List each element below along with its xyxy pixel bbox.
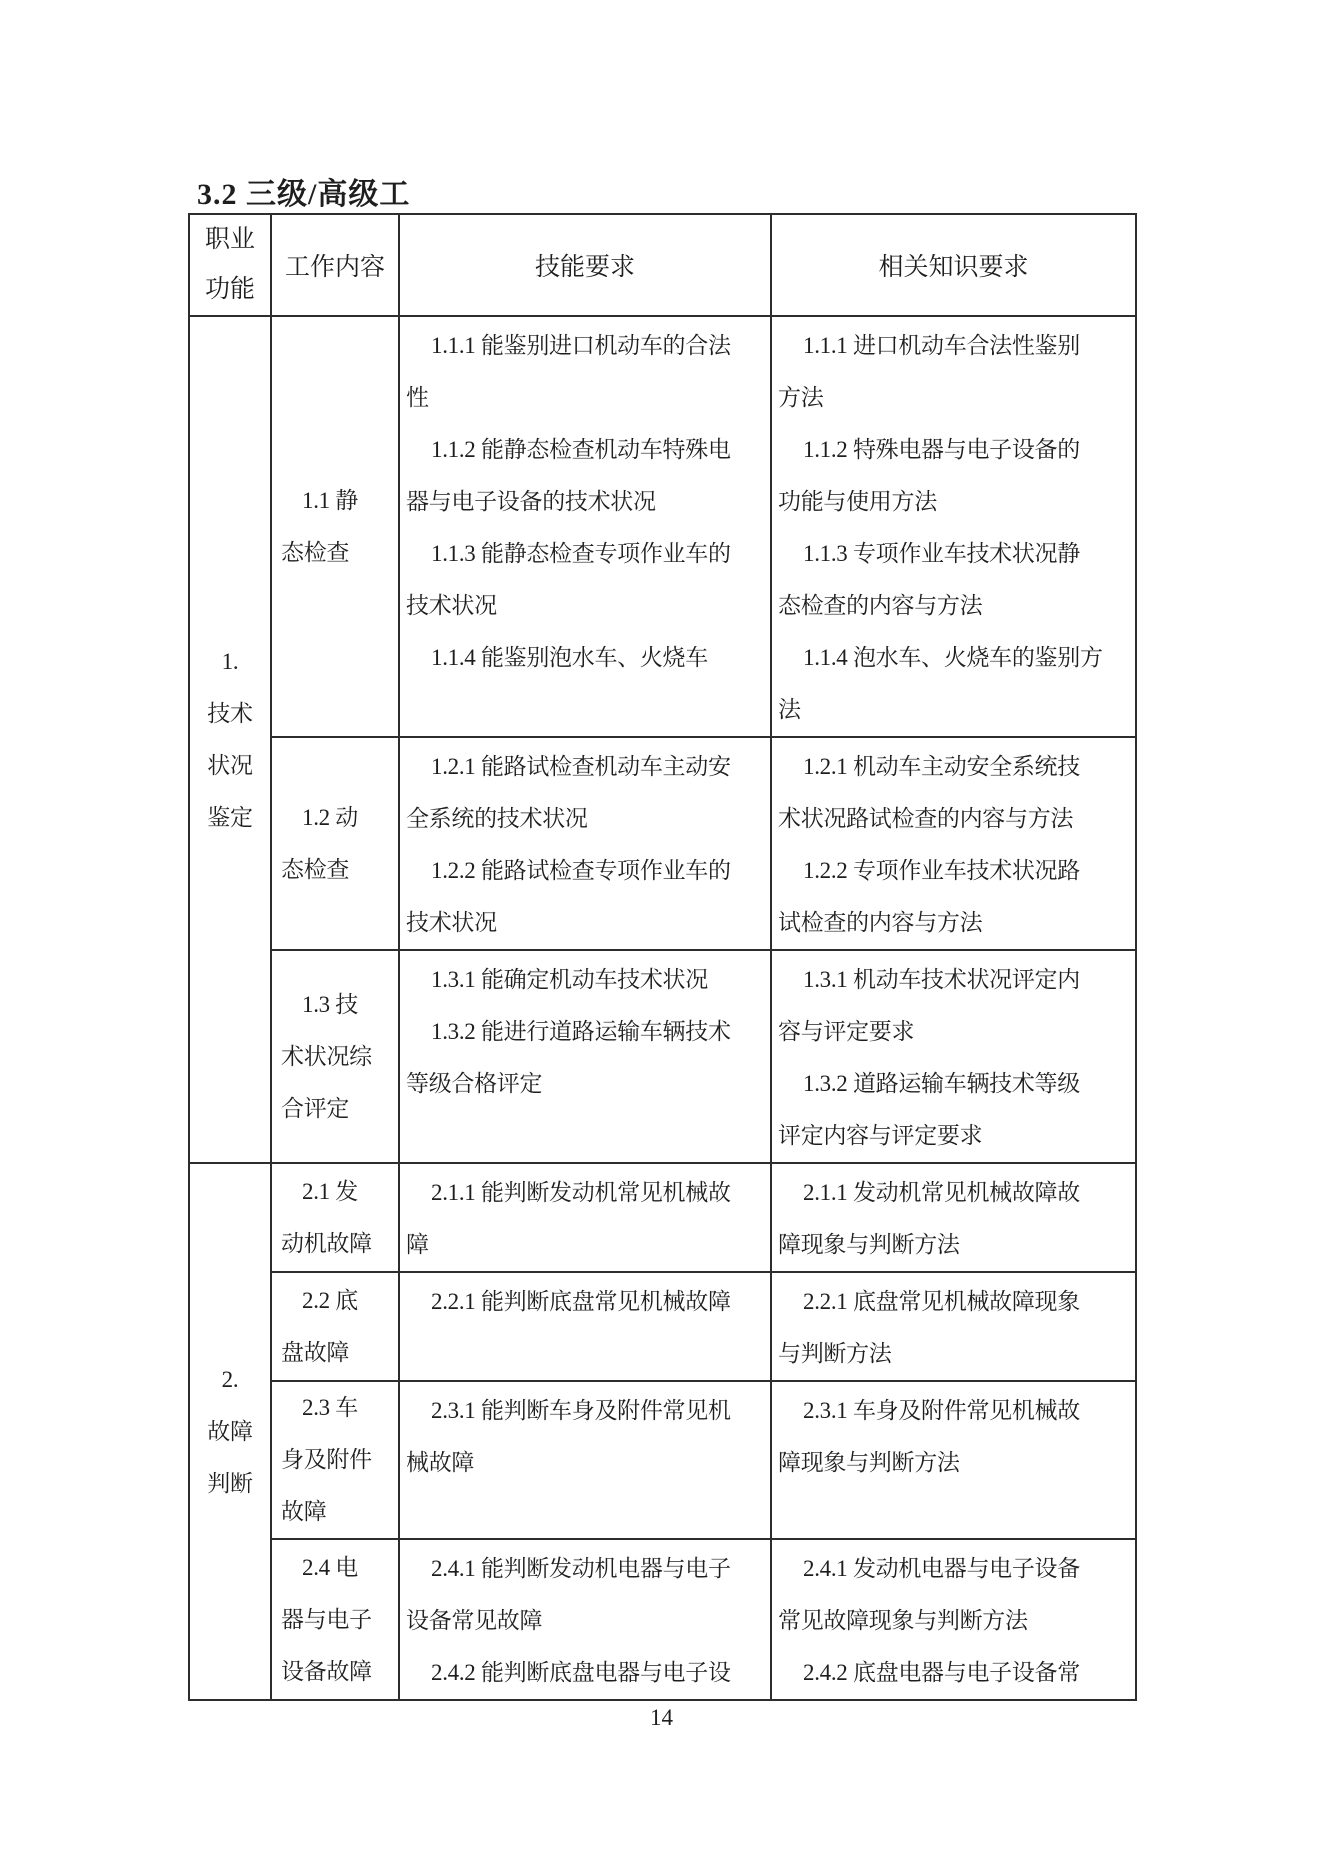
- text-line: 1.1.4 泡水车、火烧车的鉴别方: [803, 645, 1103, 670]
- text-line: 2.4.1 能判断发动机电器与电子: [431, 1556, 731, 1581]
- paragraph: [778, 845, 1130, 949]
- text-line: 2.2.1 能判断底盘常见机械故障: [431, 1289, 731, 1314]
- knowledge-1-1-cell: [771, 316, 1136, 737]
- text-line: 与判断方法: [778, 1341, 892, 1366]
- text-line: 技术状况: [406, 910, 497, 935]
- text-line: 1.2.1 机动车主动安全系统技: [803, 754, 1080, 779]
- paragraph: [778, 1276, 1130, 1380]
- text-line: 全系统的技术状况: [406, 806, 588, 831]
- text-line: 1.3.2 能进行道路运输车辆技术: [431, 1019, 731, 1044]
- text-line: 2.3.1 车身及附件常见机械故: [803, 1398, 1080, 1423]
- paragraph: [281, 1166, 389, 1270]
- text-line: 2.1.1 能判断发动机常见机械故: [431, 1180, 731, 1205]
- header-skill-requirements: 技能要求: [399, 214, 771, 316]
- knowledge-2-4-cell: [771, 1539, 1136, 1700]
- text-line: 身及附件: [281, 1447, 372, 1472]
- work-content-1-3-cell: [271, 950, 399, 1163]
- text-line: 2.: [221, 1366, 239, 1392]
- text-line: 态检查的内容与方法: [778, 593, 983, 618]
- paragraph: [778, 741, 1130, 845]
- text-line: 1.1.1 进口机动车合法性鉴别: [803, 333, 1080, 358]
- text-line: 评定内容与评定要求: [778, 1123, 983, 1148]
- text-line: 1.2.1 能路试检查机动车主动安: [431, 754, 731, 779]
- text-line: 态检查: [281, 856, 350, 882]
- function-2-cell: [189, 1163, 271, 1700]
- text-line: 1.1.4 能鉴别泡水车、火烧车: [431, 645, 708, 670]
- text-line: 1.: [221, 648, 239, 674]
- paragraph: [406, 1385, 765, 1489]
- text-line: 1.3.2 道路运输车辆技术等级: [803, 1071, 1080, 1096]
- skills-2-4-cell: [399, 1539, 771, 1700]
- header-knowledge-requirements: 相关知识要求: [771, 214, 1136, 316]
- text-line: 设备故障: [281, 1658, 372, 1684]
- text-line: 2.4.1 发动机电器与电子设备: [803, 1556, 1080, 1581]
- text-line: 障现象与判断方法: [778, 1232, 960, 1257]
- paragraph: [406, 632, 765, 684]
- work-content-1-1-cell: [271, 316, 399, 737]
- text-line: 1.2.2 能路试检查专项作业车的: [431, 858, 731, 883]
- paragraph: [406, 1647, 765, 1699]
- text-line: 1.1 静: [302, 487, 359, 513]
- text-line: 器与电子: [281, 1606, 372, 1632]
- text-line: 器与电子设备的技术状况: [406, 489, 656, 514]
- text-line: 2.4 电: [302, 1554, 359, 1580]
- text-line: 故障: [281, 1499, 327, 1524]
- paragraph: [281, 1382, 389, 1538]
- text-line: 2.1.1 发动机常见机械故障故: [803, 1180, 1080, 1205]
- page-number: 14: [650, 1705, 673, 1730]
- text-line: 功能与使用方法: [778, 489, 937, 514]
- skills-1-2-cell: [399, 737, 771, 950]
- text-line: 1.3.1 能确定机动车技术状况: [431, 967, 708, 992]
- text-line: 容与评定要求: [778, 1019, 915, 1044]
- paragraph: [406, 845, 765, 949]
- text-line: 状况: [207, 752, 253, 778]
- paragraph: [778, 954, 1130, 1058]
- work-content-2-4-cell: [271, 1539, 399, 1700]
- skills-2-3-cell: [399, 1381, 771, 1539]
- text-line: 合评定: [281, 1095, 350, 1121]
- work-content-2-1-cell: [271, 1163, 399, 1272]
- text-line: 法: [778, 697, 801, 722]
- text-line: 1.1.2 特殊电器与电子设备的: [803, 437, 1080, 462]
- skills-1-3-cell: [399, 950, 771, 1163]
- knowledge-2-3-cell: [771, 1381, 1136, 1539]
- paragraph: [778, 1543, 1130, 1647]
- paragraph: [281, 979, 389, 1135]
- paragraph: [281, 1542, 389, 1698]
- text-line: 方法: [778, 385, 824, 410]
- text-line: 1.1.1 能鉴别进口机动车的合法: [431, 333, 731, 358]
- text-line: 2.2 底: [302, 1287, 359, 1313]
- paragraph: [406, 1276, 765, 1328]
- paragraph: [778, 1058, 1130, 1162]
- paragraph: [406, 741, 765, 845]
- text-line: 2.4.2 能判断底盘电器与电子设: [431, 1660, 731, 1685]
- paragraph: [778, 320, 1130, 424]
- paragraph: [778, 1647, 1130, 1699]
- work-content-1-2-cell: [271, 737, 399, 950]
- paragraph: [778, 1167, 1130, 1271]
- table-header-row: [189, 214, 1136, 316]
- text-line: 试检查的内容与方法: [778, 910, 983, 935]
- paragraph: [406, 1543, 765, 1647]
- text-line: 等级合格评定: [406, 1071, 543, 1096]
- work-content-2-3-cell: [271, 1381, 399, 1539]
- text-line: 故障: [207, 1418, 253, 1444]
- text-line: 动机故障: [281, 1230, 372, 1256]
- text-line: 鉴定: [207, 804, 253, 830]
- paragraph: [281, 1275, 389, 1379]
- text-line: 2.4.2 底盘电器与电子设备常: [803, 1660, 1080, 1685]
- text-line: 态检查: [281, 539, 350, 565]
- table-row: [189, 316, 1136, 737]
- text-line: 判断: [207, 1470, 253, 1496]
- paragraph: [406, 528, 765, 632]
- text-line: 1.3.1 机动车技术状况评定内: [803, 967, 1080, 992]
- paragraph: [778, 1385, 1130, 1489]
- text-line: 2.2.1 底盘常见机械故障现象: [803, 1289, 1080, 1314]
- text-line: 术状况路试检查的内容与方法: [778, 806, 1074, 831]
- text-line: 术状况综: [281, 1043, 372, 1069]
- paragraph: [406, 424, 765, 528]
- text-line: 障现象与判断方法: [778, 1450, 960, 1475]
- paragraph: [406, 954, 765, 1006]
- text-line: 1.1.2 能静态检查机动车特殊电: [431, 437, 731, 462]
- skills-2-1-cell: [399, 1163, 771, 1272]
- knowledge-1-2-cell: [771, 737, 1136, 950]
- text-line: 1.3 技: [302, 991, 359, 1017]
- knowledge-1-3-cell: [771, 950, 1136, 1163]
- header-occupational-function: [189, 214, 271, 316]
- table-row: [189, 1539, 1136, 1700]
- text-line: 2.3 车: [302, 1395, 359, 1420]
- table-row: [189, 737, 1136, 950]
- skills-1-1-cell: [399, 316, 771, 737]
- text-line: 2.1 发: [302, 1178, 359, 1204]
- work-content-2-2-cell: [271, 1272, 399, 1381]
- text-line: 功能: [204, 276, 255, 303]
- paragraph: [281, 792, 389, 896]
- skills-2-2-cell: [399, 1272, 771, 1381]
- paragraph: [406, 1167, 765, 1271]
- text-line: 1.1.3 能静态检查专项作业车的: [431, 541, 731, 566]
- text-line: 械故障: [406, 1450, 475, 1475]
- text-line: 技术: [207, 700, 253, 726]
- knowledge-2-2-cell: [771, 1272, 1136, 1381]
- text-line: 1.2.2 专项作业车技术状况路: [803, 858, 1080, 883]
- section-title: 3.2 三级/高级工: [197, 178, 411, 211]
- text-line: 1.1.3 专项作业车技术状况静: [803, 541, 1080, 566]
- paragraph: [778, 632, 1130, 736]
- paragraph: [406, 320, 765, 424]
- text-line: 1.2 动: [302, 804, 359, 830]
- text-line: 常见故障现象与判断方法: [778, 1608, 1028, 1633]
- text-line: 障: [406, 1232, 429, 1257]
- table-row: [189, 1381, 1136, 1539]
- knowledge-2-1-cell: [771, 1163, 1136, 1272]
- paragraph: [778, 424, 1130, 528]
- table-row: [189, 1272, 1136, 1381]
- paragraph: [281, 475, 389, 579]
- paragraph: [406, 1006, 765, 1110]
- function-1-cell: [189, 316, 271, 1163]
- qualification-standard-table: [188, 213, 1137, 1701]
- text-line: 设备常见故障: [406, 1608, 543, 1633]
- table-row: [189, 1163, 1136, 1272]
- text-line: 技术状况: [406, 593, 497, 618]
- text-line: 性: [406, 385, 429, 410]
- text-line: 2.3.1 能判断车身及附件常见机: [431, 1398, 731, 1423]
- paragraph: [778, 528, 1130, 632]
- table-row: [189, 950, 1136, 1163]
- text-line: 盘故障: [281, 1339, 350, 1365]
- header-work-content: 工作内容: [271, 214, 399, 316]
- text-line: 职业: [204, 226, 255, 253]
